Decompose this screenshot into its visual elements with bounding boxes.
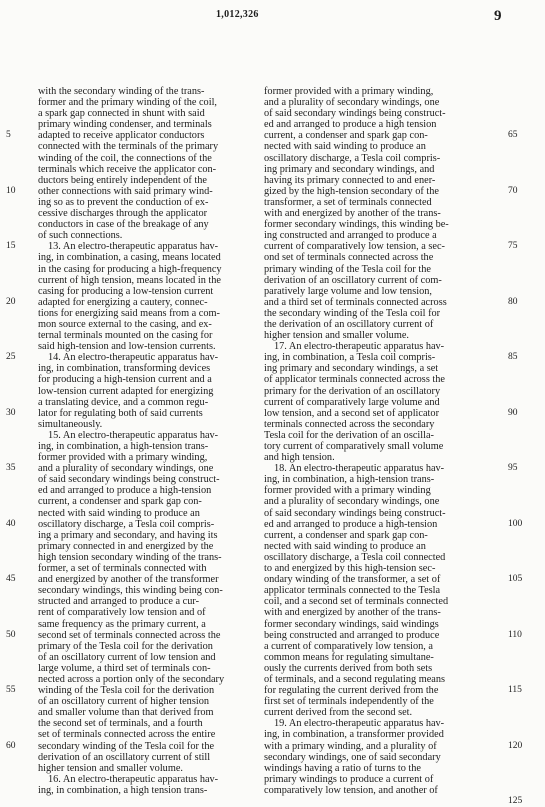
patent-number: 1,012,326 xyxy=(216,9,259,20)
text-line: oscillatory discharge, a Tesla coil compris- xyxy=(38,518,215,530)
page-header xyxy=(0,6,545,28)
line-number: 70 xyxy=(508,185,518,196)
line-number: 85 xyxy=(508,352,518,363)
line-number: 50 xyxy=(6,629,16,640)
text-line: primary winding condenser, and terminals xyxy=(38,119,212,131)
text-line: of terminals, and a second regulating means xyxy=(264,673,445,685)
text-line: and a plurality of secondary windings, one xyxy=(264,97,440,109)
text-line: ond set of terminals connected across the xyxy=(264,252,434,264)
text-line: of said secondary windings being construct- xyxy=(38,474,220,486)
line-number: 75 xyxy=(508,241,518,252)
line-number: 115 xyxy=(508,685,522,696)
text-line: common means for regulating simultane- xyxy=(264,651,434,663)
text-line: former and the primary winding of the coil, xyxy=(38,97,217,109)
text-line: coil, and a second set of terminals connected xyxy=(264,596,449,608)
text-line: with the secondary winding of the trans- xyxy=(38,86,205,97)
text-line: of applicator terminals connected across the xyxy=(264,374,445,386)
text-line: set of terminals connected across the entire xyxy=(38,729,216,741)
line-number: 80 xyxy=(508,296,518,307)
line-number: 110 xyxy=(508,629,522,640)
text-line: 14. An electro-therapeutic apparatus hav- xyxy=(48,352,219,364)
line-number: 100 xyxy=(508,518,523,529)
text-line: nected with said winding to produce an xyxy=(264,141,426,153)
text-line: low tension, and a second set of applicator xyxy=(264,407,439,419)
text-line: to and energized by this high-tension sec- xyxy=(264,563,436,575)
text-line: secondary winding of the Tesla coil for the xyxy=(38,740,215,752)
line-number: 30 xyxy=(6,407,16,418)
text-line: secondary windings, one of said secondary xyxy=(264,751,441,763)
text-line: and a plurality of secondary windings, one xyxy=(38,463,214,475)
text-line: tions for energizing said means from a com- xyxy=(38,307,220,319)
text-line: primary connected in and energized by the xyxy=(38,540,214,552)
text-line: ing, in combination, a Tesla coil compris- xyxy=(264,352,436,364)
text-line: rent of comparatively low tension and of xyxy=(38,607,206,619)
text-line: former provided with a primary winding, xyxy=(38,452,208,464)
line-number: 120 xyxy=(508,740,523,751)
text-line: having its primary connected to and ener- xyxy=(264,174,436,186)
text-line: being constructed and arranged to produce xyxy=(264,629,440,641)
text-line: nected with said winding to produce an xyxy=(264,540,426,552)
text-line: and a plurality of secondary windings, one xyxy=(264,496,440,508)
text-line: a spark gap connected in shunt with said xyxy=(38,108,205,120)
text-line: Tesla coil for the derivation of an oscilla- xyxy=(264,429,434,441)
text-line: structed and arranged to produce a cur- xyxy=(38,596,200,608)
text-line: gized by the high-tension secondary of the xyxy=(264,185,439,197)
text-line: 13. An electro-therapeutic apparatus hav- xyxy=(48,241,219,253)
text-line: higher tension and smaller volume. xyxy=(264,330,409,342)
text-line: current, a condenser and spark gap con- xyxy=(38,496,202,508)
text-line: and a third set of terminals connected across xyxy=(264,296,447,308)
text-line: low-tension current adapted for energizing xyxy=(38,385,214,397)
text-line: oscillatory discharge, a Tesla coil compris- xyxy=(264,152,441,164)
text-line: ed and arranged to produce a high-tension xyxy=(38,485,212,497)
text-line: ed and arranged to produce a high-tension xyxy=(264,518,438,530)
right-text-column xyxy=(264,86,502,796)
text-line: with and energized by another of the trans- xyxy=(264,607,441,619)
text-line: of said secondary windings being construct- xyxy=(264,108,446,120)
text-line: conductors in case of the breakage of any xyxy=(38,219,209,231)
text-line: ing, in combination, a high-tension trans- xyxy=(38,441,209,452)
text-line: winding of the coil, the connections of the xyxy=(38,152,212,164)
text-line: the derivation of an oscillatory current of xyxy=(264,318,434,330)
text-line: same frequency as the primary current, a xyxy=(38,618,206,630)
text-line: comparatively low tension, and another of xyxy=(264,784,438,796)
text-line: connected with the terminals of the primary xyxy=(38,141,219,153)
text-line: applicator terminals connected to the Tesla xyxy=(264,585,441,597)
text-line: derivation of an oscillatory current of com- xyxy=(264,274,442,286)
text-line: current, a condenser and spark gap con- xyxy=(264,130,428,142)
line-number: 95 xyxy=(508,463,518,474)
text-line: transformer, a set of terminals connected xyxy=(264,196,432,208)
text-line: former, a set of terminals connected with xyxy=(38,563,207,575)
text-line: former provided with a primary winding xyxy=(264,485,431,497)
text-line: casing for producing a low-tension current xyxy=(38,285,214,297)
text-line: ing, in combination, a high tension trans- xyxy=(38,784,208,796)
text-line: paratively large volume and low tension, xyxy=(264,285,432,297)
text-line: ously the currents derived from both sets xyxy=(264,662,433,674)
text-line: primary for the derivation of an oscillatory xyxy=(264,385,441,397)
text-line: and smaller volume than that derived from xyxy=(38,707,214,719)
text-line: and high tension. xyxy=(264,452,335,464)
text-line: primary of the Tesla coil for the derivation xyxy=(38,640,213,652)
text-line: tory current of comparatively small volume xyxy=(264,441,444,452)
text-line: primary winding of the Tesla coil for the xyxy=(264,263,431,275)
line-number: 55 xyxy=(6,685,16,696)
text-line: current of comparatively low tension, a sec- xyxy=(264,241,445,253)
text-line: the second set of terminals, and a fourth xyxy=(38,718,203,730)
text-line: ing, in combination, a high-tension trans- xyxy=(264,474,435,486)
text-line: 19. An electro-therapeutic apparatus hav- xyxy=(274,718,445,730)
text-line: second set of terminals connected across the xyxy=(38,629,221,641)
text-line: with and energized by another of the trans- xyxy=(264,208,441,220)
text-line: higher tension and smaller volume. xyxy=(38,762,183,774)
text-line: current of comparatively large volume and xyxy=(264,396,440,408)
line-number: 65 xyxy=(508,130,518,141)
text-line: windings having a ratio of turns to the xyxy=(264,762,422,774)
text-line: current derived from the second set. xyxy=(264,707,413,719)
line-number: 5 xyxy=(6,130,11,141)
text-line: terminals which receive the applicator con- xyxy=(38,163,217,175)
text-line: nected with said winding to produce an xyxy=(38,507,200,519)
text-line: 16. An electro-therapeutic apparatus hav- xyxy=(48,773,219,785)
text-line: ductors being entirely independent of the xyxy=(38,174,207,186)
text-line: 15. An electro-therapeutic apparatus hav- xyxy=(48,429,219,441)
text-line: the secondary winding of the Tesla coil for xyxy=(264,307,441,319)
text-line: current of high tension, means located in the xyxy=(38,274,222,286)
text-line: terminals connected across the secondary xyxy=(264,418,435,430)
text-line: in the casing for producing a high-frequency xyxy=(38,263,222,275)
text-line: high tension secondary winding of the trans- xyxy=(38,551,222,563)
text-line: adapted to receive applicator conductors xyxy=(38,130,205,142)
text-line: ing a primary and secondary, and having its xyxy=(38,529,218,541)
text-line: ing, in combination, transforming devices xyxy=(38,363,211,375)
line-number: 40 xyxy=(6,518,16,529)
text-line: cessive discharges through the applicator xyxy=(38,208,208,220)
text-line: for producing a high-tension current and a xyxy=(38,374,212,386)
line-number: 25 xyxy=(6,352,16,363)
text-line: ing primary and secondary windings, a set xyxy=(264,363,439,375)
line-number: 90 xyxy=(508,407,518,418)
text-line: for regulating the current derived from the xyxy=(264,685,439,697)
sheet-number: 9 xyxy=(494,8,502,24)
line-number: 60 xyxy=(6,740,16,751)
text-line: ternal terminals mounted on the casing for xyxy=(38,330,213,342)
line-number: 35 xyxy=(6,463,16,474)
text-line: first set of terminals independently of the xyxy=(264,696,434,708)
text-line: of said secondary windings being construct- xyxy=(264,507,446,519)
text-line: former secondary windings, this winding be- xyxy=(264,219,449,231)
text-line: former secondary windings, said windings xyxy=(264,618,439,630)
text-line: former provided with a primary winding, xyxy=(264,86,434,97)
text-line: a current of comparatively low tension, a xyxy=(264,640,433,652)
text-line: mon source external to the casing, and ex- xyxy=(38,318,212,330)
text-line: with a primary winding, and a plurality of xyxy=(264,740,437,752)
text-line: lator for regulating both of said currents xyxy=(38,407,203,419)
text-line: ing, in combination, a transformer provided xyxy=(264,729,444,741)
text-line: oscillatory discharge, a Tesla coil connected xyxy=(264,551,446,563)
line-number: 15 xyxy=(6,241,16,252)
line-number: 105 xyxy=(508,574,523,585)
line-number: 10 xyxy=(6,185,16,196)
text-line: of such connections. xyxy=(38,230,123,242)
text-line: secondary windings, this winding being con- xyxy=(38,585,223,597)
text-line: primary windings to produce a current of xyxy=(264,773,434,785)
line-number: 45 xyxy=(6,574,16,585)
text-line: ing constructed and arranged to produce a xyxy=(264,230,437,242)
text-line: ed and arranged to produce a high tension xyxy=(264,119,437,131)
text-line: and energized by another of the transformer xyxy=(38,574,219,586)
text-line: ing primary and secondary windings, and xyxy=(264,163,435,175)
text-line: adapted for energizing a cautery, connec- xyxy=(38,296,208,308)
text-line: said high-tension and low-tension currents. xyxy=(38,341,216,353)
text-line: ondary winding of the transformer, a set of xyxy=(264,574,441,586)
text-line: a translating device, and a common regu- xyxy=(38,396,209,408)
text-line: of an oscillatory current of higher tension xyxy=(38,696,209,708)
text-line: ing so as to prevent the conduction of ex- xyxy=(38,196,209,208)
line-number: 20 xyxy=(6,296,16,307)
line-number: 125 xyxy=(508,796,523,807)
text-line: 18. An electro-therapeutic apparatus hav- xyxy=(274,463,445,475)
left-text-column xyxy=(38,86,260,796)
text-line: other connections with said primary wind- xyxy=(38,185,213,197)
text-line: 17. An electro-therapeutic apparatus hav- xyxy=(274,341,445,353)
text-line: current, a condenser and spark gap con- xyxy=(264,529,428,541)
text-line: nected across a portion only of the secondary xyxy=(38,673,225,685)
text-line: of an oscillatory current of low tension and xyxy=(38,651,216,663)
text-line: large volume, a third set of terminals con- xyxy=(38,662,211,674)
text-line: ing, in combination, a casing, means located xyxy=(38,252,221,264)
text-line: winding of the Tesla coil for the derivation xyxy=(38,685,215,697)
text-line: derivation of an oscillatory current of still xyxy=(38,751,211,763)
text-line: simultaneously. xyxy=(38,418,103,430)
